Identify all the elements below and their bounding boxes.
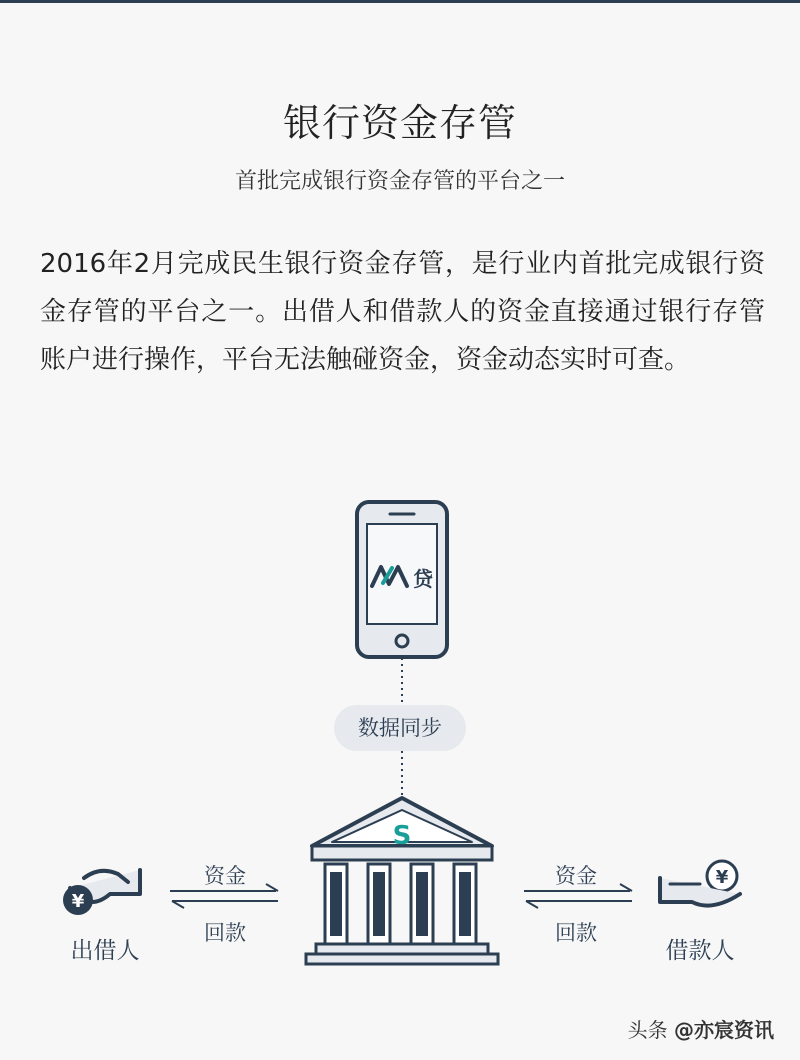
page-title: 银行资金存管 [282, 101, 517, 145]
watermark [628, 1014, 774, 1043]
bank-logo-letter: S [392, 821, 412, 851]
right-flow-top-label: 资金 [555, 864, 597, 888]
custody-diagram [0, 480, 800, 980]
lender-coin-symbol: ¥ [71, 891, 85, 912]
borrower-coin-symbol: ¥ [715, 867, 729, 888]
left-flow-top-label: 资金 [204, 864, 246, 888]
lender-label: 出借人 [70, 938, 140, 964]
watermark-prefix: 头条 [627, 1018, 674, 1042]
phone-icon [357, 502, 447, 657]
lender-hand-coin-icon [63, 870, 140, 915]
body-paragraph: 2016年2月完成民生银行资金存管，是行业内首批完成银行资金存管的平台之一。出借人和借款人的资金直接通过银行存管账户进行操作，平台无法触碰资金，资金动态实时可查。 [40, 249, 765, 375]
top-rule [0, 0, 800, 3]
data-sync-badge: 数据同步 [334, 705, 466, 751]
right-flow-bottom-label: 回款 [555, 921, 597, 945]
borrower-hand-coin-icon [660, 861, 740, 906]
app-logo-text: 贷 [413, 567, 433, 591]
watermark-brand: @亦宸资讯 [674, 1018, 774, 1042]
borrower-label: 借款人 [665, 938, 735, 964]
page-subtitle: 首批完成银行资金存管的平台之一 [234, 169, 565, 194]
bank-building-icon [306, 798, 498, 964]
left-flow-bottom-label: 回款 [204, 921, 246, 945]
